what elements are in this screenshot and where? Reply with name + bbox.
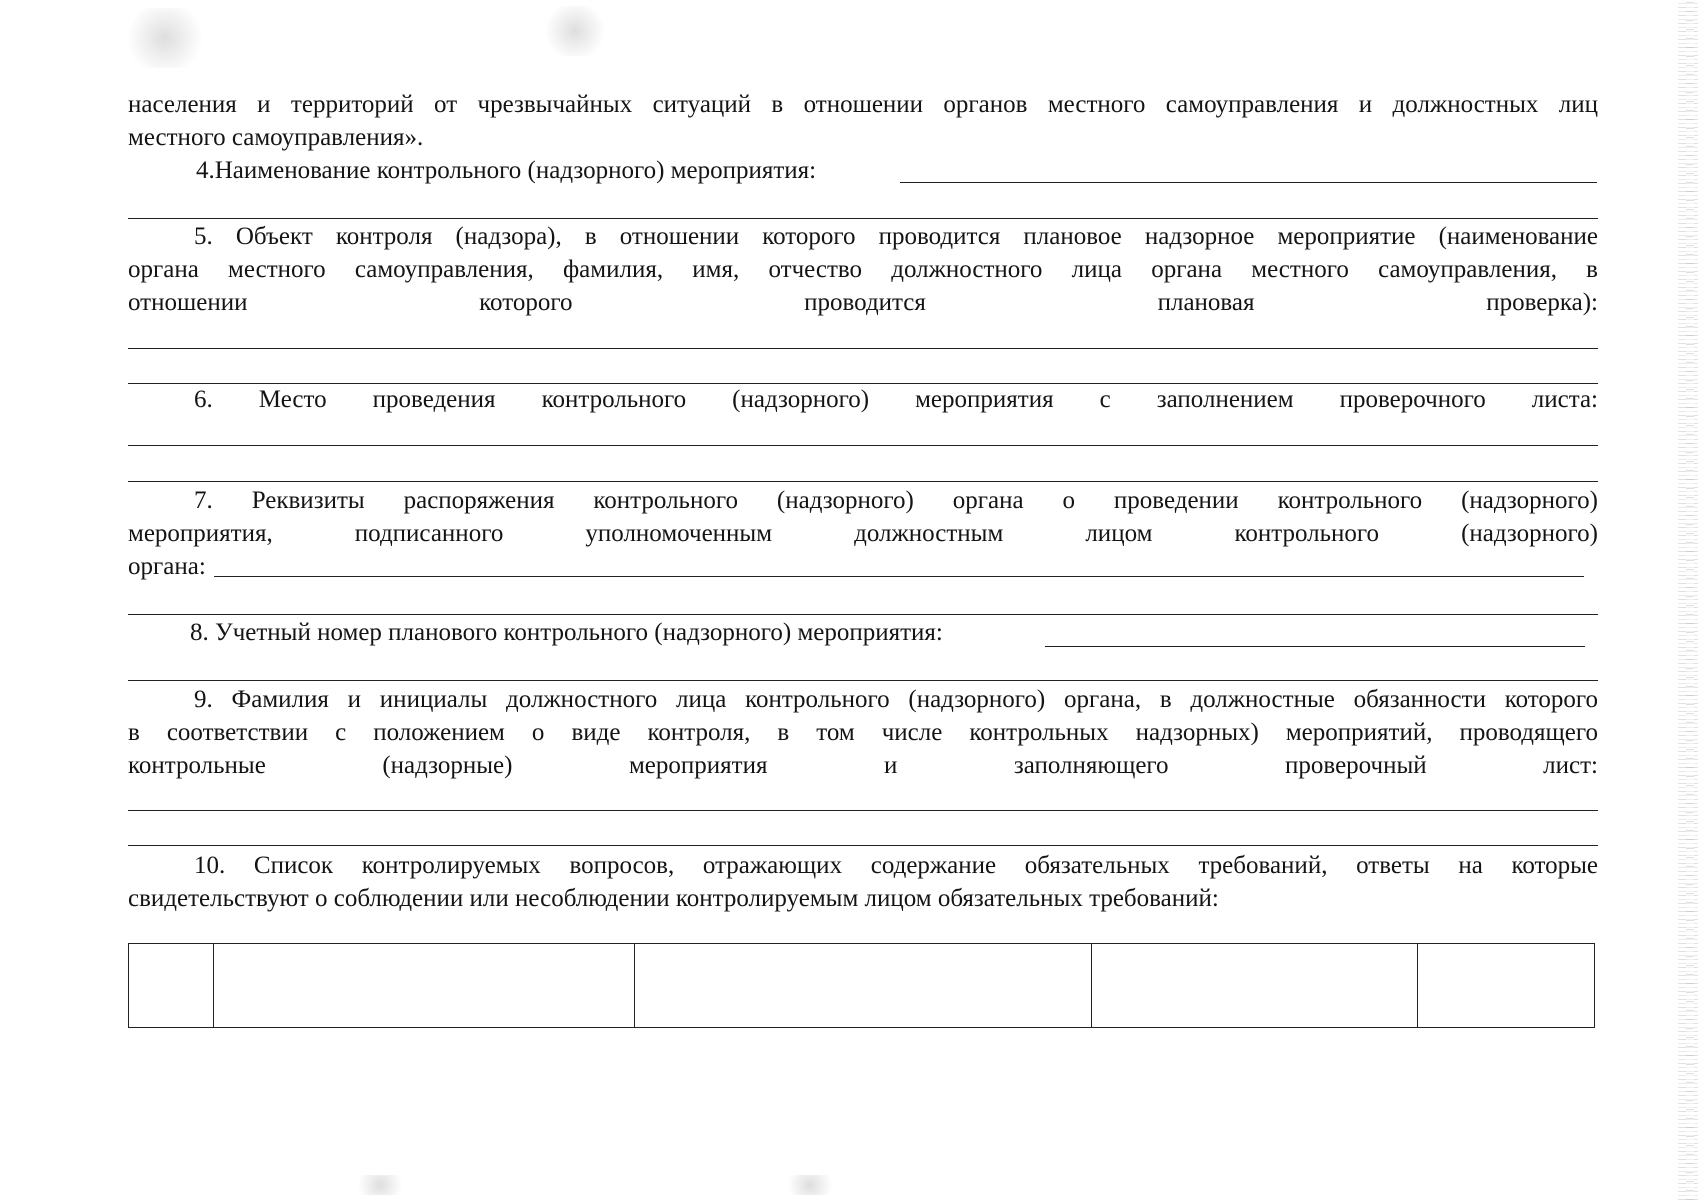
- item-6-paragraph: [128, 383, 1598, 416]
- item-8-fill-line-2[interactable]: [128, 680, 1598, 681]
- item-7-line-1: 7. Реквизиты распоряжения контрольного (надзорного) органа о проведении контрольного (надзорного): [194, 487, 1598, 514]
- item-10-line-1: 10. Список контролируемых вопросов, отражающих содержание обязательных требований, ответы на которые: [194, 852, 1598, 879]
- item-7-fill-line-2[interactable]: [128, 614, 1598, 615]
- scan-edge-artifact-inner: [1686, 0, 1694, 1200]
- item-5-line-3: отношении которого проводится плановая проверка):: [128, 289, 1598, 316]
- item-6-fill-line[interactable]: [128, 445, 1598, 446]
- scan-smudge: [350, 1175, 410, 1195]
- item-7-line-3: органа:: [128, 553, 206, 580]
- item-6-line-1: 6. Место проведения контрольного (надзорного) мероприятия с заполнением проверочного листа:: [194, 386, 1598, 413]
- intro-paragraph: [128, 88, 1598, 154]
- table-cell[interactable]: [1092, 944, 1418, 1028]
- item-5-fill-line[interactable]: [128, 348, 1598, 349]
- item-9-paragraph: [128, 683, 1598, 782]
- item-10-paragraph: [128, 849, 1598, 915]
- scan-smudge: [540, 6, 610, 56]
- intro-line-1: населения и территорий от чрезвычайных ситуаций в отношении органов местного самоуправления и должностных лиц: [128, 91, 1598, 118]
- item-7-fill-line[interactable]: [214, 576, 1584, 577]
- table-cell[interactable]: [634, 944, 1092, 1028]
- table-cell[interactable]: [129, 944, 214, 1028]
- item-7-line-2: мероприятия, подписанного уполномоченным должностным лицом контрольного (надзорного): [128, 520, 1598, 547]
- table-cell[interactable]: [213, 944, 634, 1028]
- item-7-paragraph: [128, 484, 1598, 583]
- table-cell[interactable]: [1418, 944, 1595, 1028]
- item-9-line-3: контрольные (надзорные) мероприятия и заполняющего проверочный лист:: [128, 752, 1598, 779]
- item-8-label: 8. Учетный номер планового контрольного (надзорного) мероприятия:: [190, 619, 943, 646]
- item-9-line-2: в соответствии с положением о виде контроля, в том числе контрольных надзорных) мероприятий, проводящего: [128, 719, 1598, 746]
- item-10-line-2: свидетельствуют о соблюдении или несоблюдении контролируемым лицом обязательных требований:: [128, 885, 1219, 912]
- item-8-fill-line[interactable]: [1045, 646, 1585, 647]
- intro-line-2: местного самоуправления».: [128, 124, 424, 151]
- item-9-line-1: 9. Фамилия и инициалы должностного лица контрольного (надзорного) органа, в должностные обязанности которого: [194, 686, 1598, 713]
- item-4-fill-line-2[interactable]: [128, 218, 1598, 219]
- scan-smudge: [120, 8, 210, 68]
- scan-smudge: [780, 1175, 840, 1195]
- checklist-table: [128, 943, 1595, 1028]
- item-6-fill-line-2[interactable]: [128, 481, 1598, 482]
- item-5-paragraph: [128, 220, 1598, 319]
- table-row: [129, 944, 1595, 1028]
- item-5-line-1: 5. Объект контроля (надзора), в отношении которого проводится плановое надзорное мероприятие (наименование: [194, 223, 1598, 250]
- item-9-fill-line[interactable]: [128, 810, 1598, 811]
- item-5-line-2: органа местного самоуправления, фамилия, имя, отчество должностного лица органа местного самоуправления, в: [128, 256, 1598, 283]
- item-9-fill-line-2[interactable]: [128, 845, 1598, 846]
- item-4-label: 4.Наименование контрольного (надзорного) мероприятия:: [196, 157, 817, 184]
- item-4-fill-line[interactable]: [900, 182, 1597, 183]
